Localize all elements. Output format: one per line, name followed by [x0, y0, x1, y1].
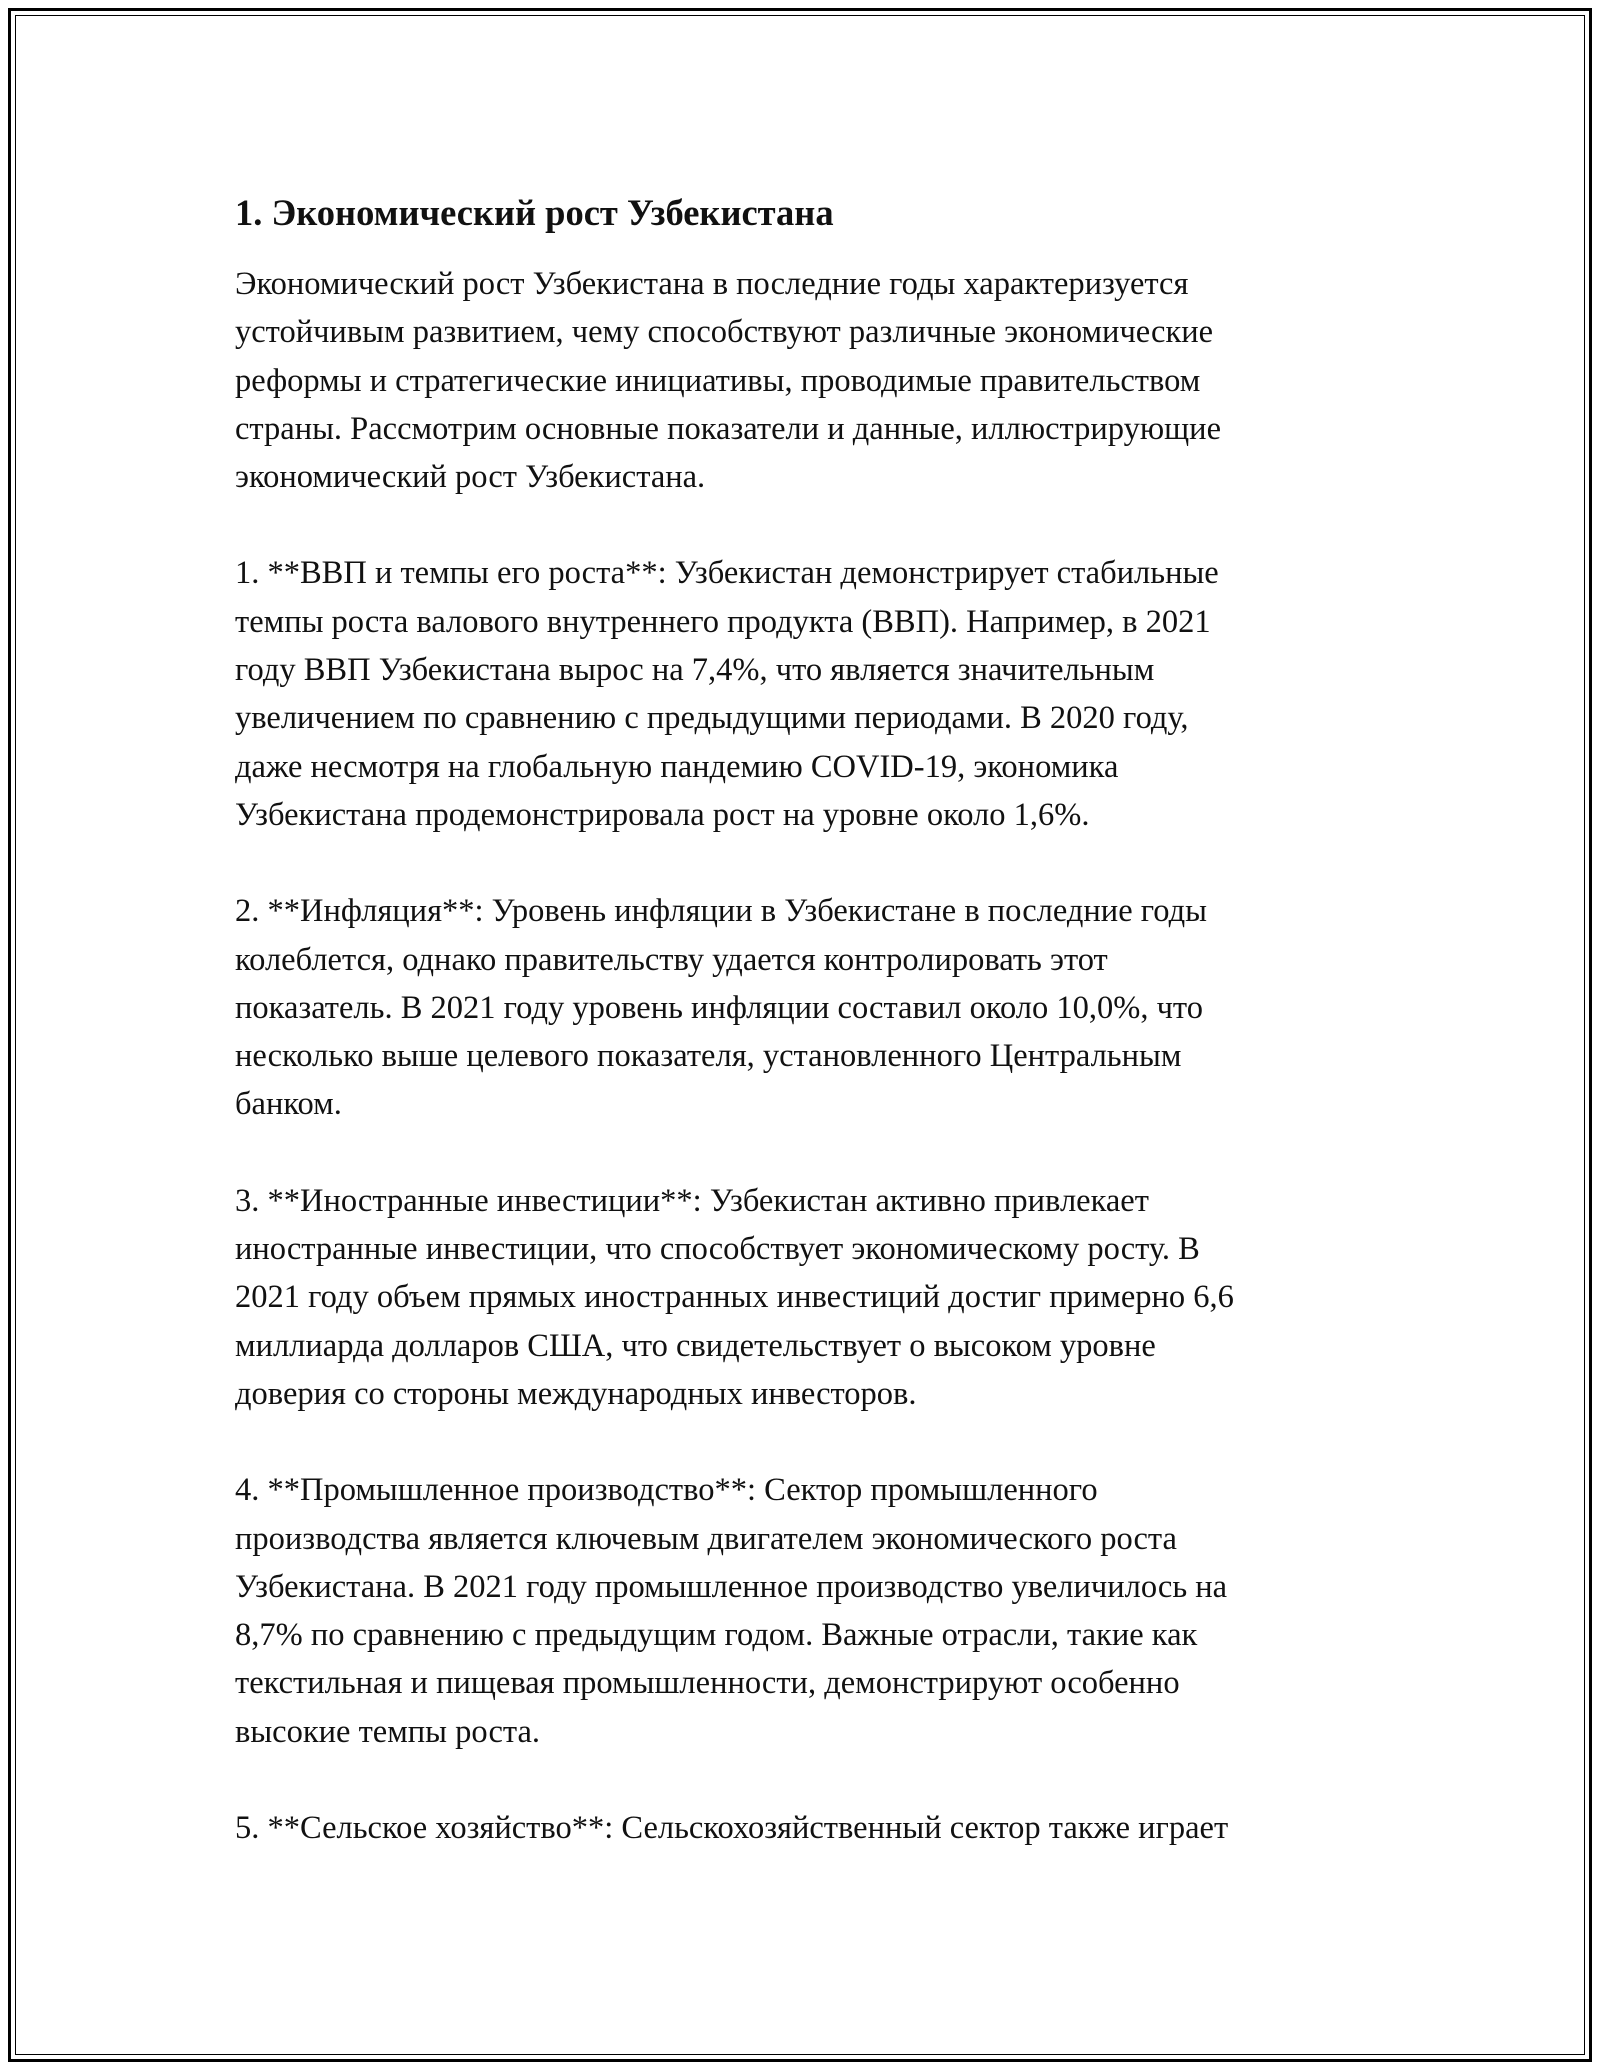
- section-heading: 1. Экономический рост Узбекистана: [235, 192, 834, 233]
- industry-paragraph: 4. **Промышленное производство**: Сектор промышленного производства является ключевым двигателем экономического роста Узбекистана. В 2021 году промышленное производство увеличилось на 8,7% по сравнению с предыдущим годом. Важные отрасли, такие как текстильная и пищевая промышленности, демонстрируют особенно высокие темпы роста.: [235, 1472, 1228, 1750]
- investment-paragraph: 3. **Иностранные инвестиции**: Узбекистан активно привлекает иностранные инвестиции, что способствует экономическому росту. В 2021 году объем прямых иностранных инвестиций достиг примерно 6,6 миллиарда долларов США, что свидетельствует о высоком уровне доверия со стороны международных инвесторов.: [235, 1182, 1234, 1412]
- gdp-paragraph: 1. **ВВП и темпы его роста**: Узбекистан демонстрирует стабильные темпы роста валового внутреннего продукта (ВВП). Например, в 2021 году ВВП Узбекистана вырос на 7,4%, что является значительным увеличением по сравнению с предыдущими периодами. В 2020 году, даже несмотря на глобальную пандемию COVID-19, экономика Узбекистана продемонстрировала рост на уровне около 1,6%.: [235, 555, 1219, 833]
- inflation-paragraph: 2. **Инфляция**: Уровень инфляции в Узбекистане в последние годы колеблется, однако правительству удается контролировать этот показатель. В 2021 году уровень инфляции составил около 10,0%, что несколько выше целевого показателя, установленного Центральным банком.: [235, 893, 1207, 1123]
- agriculture-paragraph: 5. **Сельское хозяйство**: Сельскохозяйственный сектор также играет: [235, 1810, 1229, 1847]
- document-body: [235, 188, 1365, 1900]
- intro-paragraph: Экономический рост Узбекистана в последние годы характеризуется устойчивым развитием, чему способствуют различные экономические реформы и стратегические инициативы, проводимые правительством страны. Рассмотрим основные показатели и данные, иллюстрирующие экономический рост Узбекистана.: [235, 266, 1221, 496]
